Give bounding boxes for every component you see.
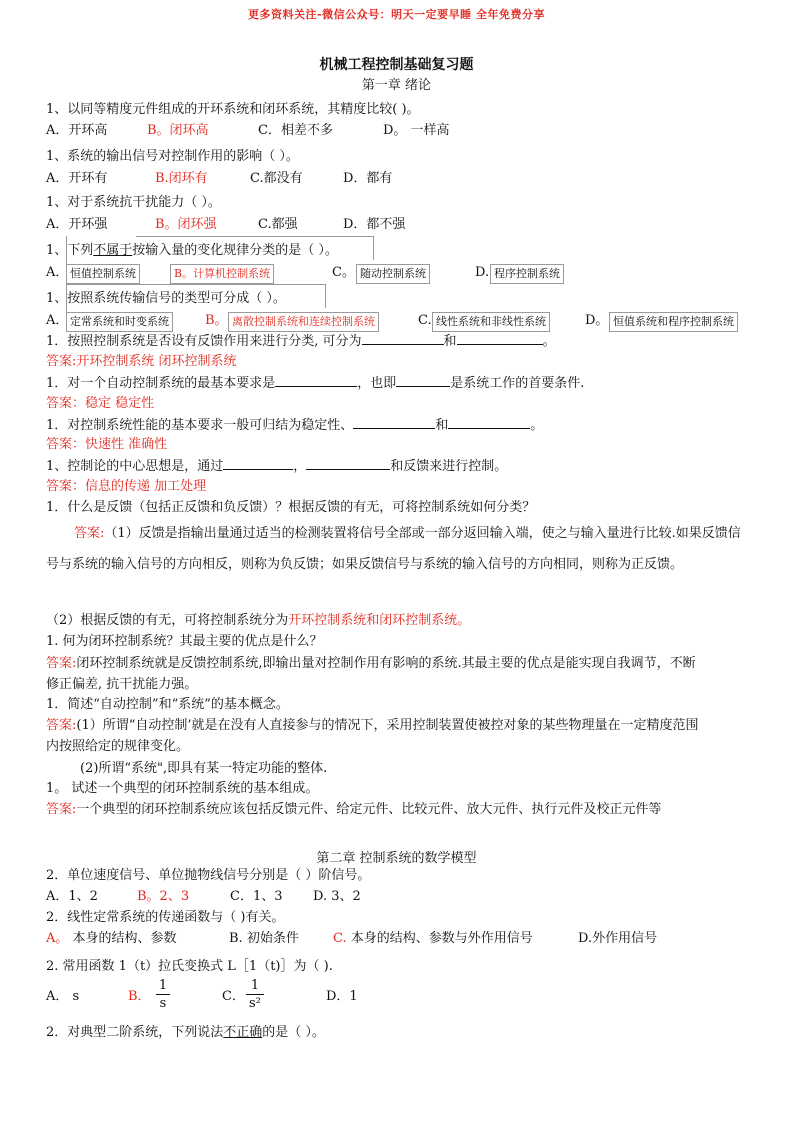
question-13: 1。 试述一个典型的闭环控制系统的基本组成。 <box>46 781 319 796</box>
q11-answer-line-1 <box>46 655 696 673</box>
q7-answer: 答案：稳定 稳定性 <box>46 396 155 411</box>
header-banner: 更多资料关注-微信公众号：明天一定要早睡 全年免费分享 <box>248 8 545 21</box>
q10-answer-body: （1）反馈是指输出量通过适当的检测装置将信号全部或一部分返回输入端，使之与输入量进行比较.如果反馈信号与系统的输入信号的方向相反，则称为负反馈；如果反馈信号与系统的输入信号的方向相同，则称为正反馈。 <box>46 526 741 572</box>
q8-answer: 答案：快速性 准确性 <box>46 437 168 452</box>
q5-option-a: 定常系统和时变系统 <box>66 312 173 332</box>
q14-option-c: C．1、3 <box>230 889 283 904</box>
q12-answer-text-1: (1）所谓“自动控制’就是在没有人直接参与的情况下，采用控制装置使被控对象的某些物理量在一定精度范围 <box>76 718 699 733</box>
q6-text-3: 。 <box>542 334 556 349</box>
question-17 <box>46 1024 325 1042</box>
q16-option-b-fraction <box>156 978 170 1011</box>
q4-stem-pre: 1、下列 <box>46 243 94 258</box>
q8-text-2: 和 <box>435 418 449 433</box>
q4-stem-emphasis: 不属于 <box>93 243 133 258</box>
q17-stem-pre: 2．对典型二阶系统，下列说法 <box>46 1025 224 1040</box>
q16-option-c-fraction <box>246 978 264 1011</box>
question-9 <box>46 457 507 476</box>
q3-option-d: D．都不强 <box>343 217 406 232</box>
q3-option-c: C.都强 <box>258 217 298 232</box>
q17-stem-emphasis: 不正确 <box>223 1025 263 1040</box>
q8-text-1: 1．对控制系统性能的基本要求一般可归结为稳定性、 <box>46 418 354 433</box>
q3-option-b: B。闭环强 <box>155 217 217 232</box>
q2-option-b: B.闭环有 <box>155 171 208 186</box>
q5-option-b: 离散控制系统和连续控制系统 <box>228 312 379 332</box>
q3-option-a: A．开环强 <box>46 217 108 232</box>
q4-option-d-label: D. <box>475 265 490 280</box>
q5-option-d: 恒值系统和程序控制系统 <box>609 312 738 332</box>
q7-text-2: ，也即 <box>357 376 397 391</box>
q10-part2-highlight: 开环控制系统和闭环控制系统。 <box>288 613 471 628</box>
q15-option-c-label: C. <box>333 931 347 946</box>
q13-answer-label: 答案: <box>46 802 77 817</box>
q4-option-c-label: C。 <box>332 265 355 280</box>
q2-option-d: D．都有 <box>343 171 393 186</box>
q2-option-c: C.都没有 <box>250 171 303 186</box>
question-10: 1．什么是反馈（包括正反馈和负反馈）？根据反馈的有无，可将控制系统如何分类？ <box>46 500 536 515</box>
q16-b-denominator: s <box>159 996 167 1011</box>
question-1: 1、以同等精度元件组成的开环系统和闭环系统，其精度比较( )。 <box>46 102 420 117</box>
q14-option-b: B。2、3 <box>137 889 190 904</box>
q7-text-1: 1．对一个自动控制系统的最基本要求是 <box>46 376 276 391</box>
q15-option-d: D.外作用信号 <box>578 931 658 946</box>
q15-option-a-label: A。 <box>46 931 69 946</box>
q5-option-c-label: C. <box>418 313 432 328</box>
q4-option-a-label: A． <box>46 265 69 280</box>
question-5: 1、按照系统传输信号的类型可分成（ ）。 <box>46 291 286 306</box>
q5-option-d-label: D。 <box>585 313 609 328</box>
q5-option-a-label: A． <box>46 313 69 328</box>
q11-answer-label: 答案: <box>46 656 77 671</box>
q11-answer-text-1: 闭环控制系统就是反馈控制系统,即输出量对控制作用有影响的系统.其最主要的优点是能实现自我调节，不断 <box>76 656 696 671</box>
q16-c-denominator: s² <box>249 996 261 1011</box>
q4-stem-post: 按输入量的变化规律分类的是（ ）。 <box>132 243 338 258</box>
q13-answer-body: 一个典型的闭环控制系统应该包括反馈元件、给定元件、比较元件、放大元件、执行元件及校正元件等 <box>76 802 662 817</box>
q6-text-1: 1．按照控制系统是否设有反馈作用来进行分类, 可分为 <box>46 334 362 349</box>
question-6 <box>46 332 556 351</box>
q14-option-a: A．1、2 <box>46 889 98 904</box>
q4-option-d: 程序控制系统 <box>490 264 564 284</box>
q9-answer: 答案：信息的传递 加工处理 <box>46 479 207 494</box>
q5-option-c: 线性系统和非线性系统 <box>432 312 550 332</box>
question-8 <box>46 416 543 435</box>
question-11: 1. 何为闭环控制系统？其最主要的优点是什么？ <box>46 634 323 649</box>
q10-part2-text: （2）根据反馈的有无，可将控制系统分为 <box>46 613 289 628</box>
q11-answer-line-2: 修正偏差, 抗干扰能力强。 <box>46 677 198 692</box>
question-2: 1、系统的输出信号对控制作用的影响（ ）。 <box>46 149 299 164</box>
question-4 <box>46 242 338 260</box>
q17-stem-post: 的是（ ）。 <box>262 1025 325 1040</box>
question-15: 2．线性定常系统的传递函数与（ )有关。 <box>46 910 285 925</box>
q16-c-numerator: 1 <box>250 978 260 993</box>
q16-option-a: A． s <box>46 989 80 1004</box>
q9-text-1: 1、控制论的中心思想是，通过 <box>46 459 224 474</box>
q1-option-b: B。闭环高 <box>147 123 209 138</box>
q12-answer-label: 答案: <box>46 718 77 733</box>
q4-option-c: 随动控制系统 <box>356 264 430 284</box>
q2-option-a: A．开环有 <box>46 171 108 186</box>
q12-answer-line-2: 内按照给定的规律变化。 <box>46 739 190 754</box>
q15-option-c-text: 本身的结构、参数与外作用信号 <box>346 931 533 946</box>
q10-answer <box>46 518 752 580</box>
chapter-2-heading: 第二章 控制系统的数学模型 <box>316 851 477 866</box>
q5-option-b-label: B。 <box>205 313 228 328</box>
q6-answer: 答案:开环控制系统 闭环控制系统 <box>46 354 237 369</box>
question-14: 2．单位速度信号、单位抛物线信号分别是（ ）阶信号。 <box>46 868 371 883</box>
question-16: 2. 常用函数 1（t）拉氏变换式 L［1（t)］为（ ). <box>46 959 333 974</box>
question-12: 1．简述“自动控制”和“系统”的基本概念。 <box>46 697 289 712</box>
q16-option-d: D．1 <box>326 989 358 1004</box>
q12-answer-line-3: (2)所谓“系统",即具有某一特定功能的整体. <box>80 761 328 776</box>
question-7 <box>46 374 584 393</box>
q12-answer-line-1 <box>46 717 699 735</box>
q9-text-3: 和反馈来进行控制。 <box>390 459 508 474</box>
q8-text-3: 。 <box>530 418 544 433</box>
q4-option-b: B。计算机控制系统 <box>170 264 274 284</box>
q9-text-2: ， <box>293 459 307 474</box>
chapter-1-heading: 第一章 绪论 <box>361 78 432 93</box>
q16-option-b: B． <box>128 989 151 1004</box>
q6-text-2: 和 <box>443 334 457 349</box>
q15-option-a <box>46 930 177 948</box>
q10-answer-label: 答案: <box>74 526 105 541</box>
q14-option-d: D. 3、2 <box>313 889 361 904</box>
q4-option-a: 恒值控制系统 <box>66 264 140 284</box>
q1-option-c: C．相差不多 <box>258 123 333 138</box>
q16-b-numerator: 1 <box>158 978 168 993</box>
q16-option-c: C． <box>222 989 245 1004</box>
question-3: 1、对于系统抗干扰能力（ ）。 <box>46 195 221 210</box>
q15-option-a-text: 本身的结构、参数 <box>68 931 177 946</box>
q10-answer-part2 <box>46 612 470 630</box>
q15-option-b: B. 初始条件 <box>229 931 299 946</box>
q1-option-a: A．开环高 <box>46 123 108 138</box>
q1-option-d: D。 一样高 <box>383 123 450 138</box>
document-title: 机械工程控制基础复习题 <box>319 57 474 73</box>
q13-answer <box>46 801 661 819</box>
q15-option-c <box>333 930 533 948</box>
q7-text-3: 是系统工作的首要条件. <box>450 376 585 391</box>
